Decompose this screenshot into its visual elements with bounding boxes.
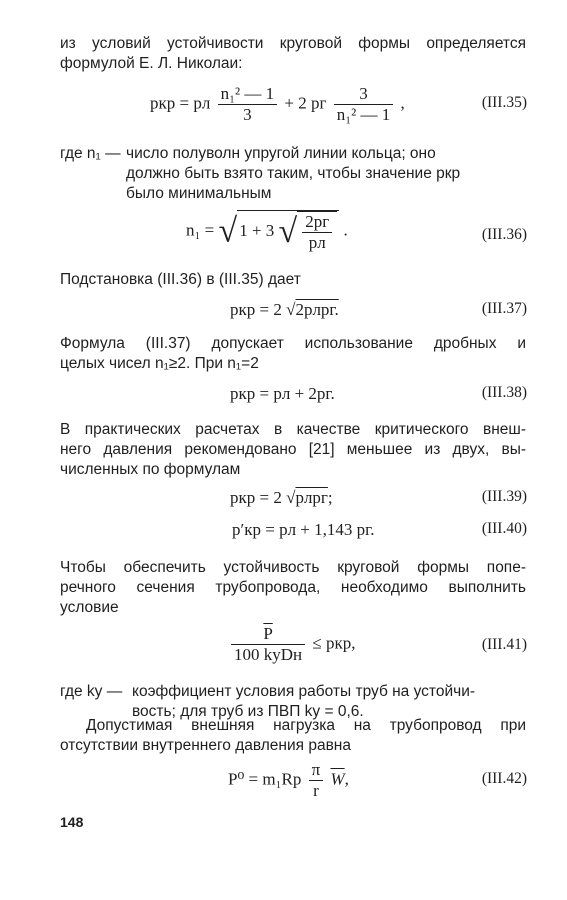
- eq35-frac2-denominator: n₁² — 1: [336, 105, 391, 124]
- where-n1-text: [126, 144, 526, 204]
- substitution-line: Подстановка (III.36) в (III.35) дает: [60, 271, 301, 288]
- intro-line-2: формулой Е. Л. Николаи:: [60, 55, 243, 72]
- allowable-line-1: Допустимая внешняя нагрузка на трубопровод при: [86, 717, 526, 734]
- eq36-outer-text: 1 + 3: [239, 220, 275, 240]
- eq37-radical: √: [286, 300, 296, 319]
- equation-III-42-formula: [228, 760, 349, 801]
- equation-III-36-formula: [186, 210, 348, 253]
- equation-number-III-41: (III.41): [481, 636, 527, 653]
- eq41-denominator: 100 kуDн: [234, 645, 303, 664]
- formula-note-paragraph: [60, 334, 526, 374]
- eq36-fraction: [302, 212, 332, 253]
- eq42-lhs: P⁰ = m₁Rp: [228, 769, 302, 789]
- eq35-coef1: pл: [193, 93, 211, 113]
- substitution-paragraph: [60, 270, 526, 290]
- eq39-radical: √: [286, 488, 296, 507]
- equation-number-III-37: (III.37): [481, 300, 527, 317]
- practical-line-1: В практических расчетах в качестве критического внеш-: [60, 421, 526, 438]
- eq36-outer-radical: √: [218, 212, 238, 250]
- where-n1-line-3: было минимальным: [126, 185, 272, 202]
- eq35-frac2-numerator: 3: [334, 84, 394, 105]
- eq35-plus: + 2: [284, 93, 307, 113]
- where-ky-label: где kу —: [60, 683, 123, 700]
- equation-number-III-42: (III.42): [481, 770, 527, 787]
- intro-paragraph: [60, 34, 526, 74]
- practical-line-2: него давления рекомендовано [21] меньшее из двух, вы-: [60, 441, 526, 458]
- equation-III-38: [0, 384, 567, 424]
- eq42-numerator: π: [309, 760, 324, 781]
- eq35-fraction-1: [218, 84, 278, 125]
- eq42-tail: ,: [344, 769, 349, 789]
- equation-number-III-38: (III.38): [481, 384, 527, 401]
- equation-III-35: [0, 84, 567, 130]
- equation-III-35-formula: pкр = pл $\frac{\text{n₁² — 1}}{3}$ + 2 pг $\frac{3}{\text{n₁² — 1}}$ ,: [150, 84, 405, 124]
- stability-line-1: Чтобы обеспечить устойчивость круговой формы попе-: [60, 559, 526, 576]
- eq42-w: $\overline{W}$: [330, 769, 345, 789]
- practical-paragraph: [60, 420, 526, 480]
- practical-line-3: численных по формулам: [60, 461, 241, 478]
- equation-number-III-40: (III.40): [481, 520, 527, 537]
- intro-line-1: из условий устойчивости круговой формы определяется: [60, 35, 526, 52]
- where-n1-line-2: должно быть взято таким, чтобы значение pкр: [126, 165, 461, 182]
- eq35-coef2: pг: [310, 93, 327, 113]
- equation-III-40: [0, 520, 567, 560]
- eq37-radicand: 2pлpг.: [295, 300, 339, 319]
- equation-III-36: [0, 208, 567, 258]
- eq35-tail: ,: [400, 93, 405, 113]
- equation-III-41-formula: [228, 624, 355, 665]
- equation-III-37-formula: [230, 300, 339, 320]
- page-number: 148: [60, 814, 84, 830]
- equation-III-39-formula: [230, 488, 333, 508]
- eq36-inner-radical: √: [278, 213, 298, 250]
- stability-line-3: условие: [60, 599, 119, 616]
- eq39-radicand: pлpг: [295, 488, 328, 507]
- allowable-line-2: отсутствии внутреннего давления равна: [60, 737, 351, 754]
- eq41-numerator: [231, 624, 305, 645]
- eq35-fraction-2: [334, 84, 394, 125]
- eq39-lhs: pкр = 2: [230, 488, 282, 507]
- eq35-frac1-numerator: n₁² — 1: [218, 84, 278, 105]
- eq36-tail: .: [343, 220, 348, 240]
- formula-note-line-1: Формула (III.37) допускает использование дробных и: [60, 335, 526, 352]
- eq41-numerator-text: $\overline{P}$: [263, 624, 273, 643]
- eq42-denominator: r: [313, 781, 319, 800]
- allowable-paragraph: [60, 716, 526, 756]
- equation-number-III-39: (III.39): [481, 488, 527, 505]
- eq35-lhs: pкр: [150, 93, 176, 113]
- equation-number-III-36: (III.36): [481, 226, 527, 243]
- eq39-tail: ;: [327, 488, 333, 507]
- where-ky-line-2: вость; для труб из ПВП kу = 0,6.: [132, 703, 364, 720]
- where-n1-label: где n₁ —: [60, 145, 121, 162]
- where-ky-line-1: коэффициент условия работы труб на устойчи-: [132, 683, 476, 700]
- eq36-outer-radicand: [237, 210, 339, 253]
- eq42-fraction: [309, 760, 324, 801]
- stability-line-2: речного сечения трубопровода, необходимо выполнить: [60, 579, 526, 596]
- eq35-frac1-denominator: 3: [243, 105, 252, 124]
- eq37-lhs: pкр = 2: [230, 300, 282, 319]
- where-n1-line-1: число полуволн упругой линии кольца; оно: [126, 145, 436, 162]
- eq40-formula: p′кр = pл + 1,143 pг.: [232, 520, 375, 539]
- equation-III-41: [0, 624, 567, 670]
- equation-number-III-35: (III.35): [481, 94, 527, 111]
- stability-paragraph: [60, 558, 526, 618]
- eq36-lhs: n₁ =: [186, 220, 215, 240]
- eq36-frac-numerator: 2pг: [302, 212, 332, 233]
- eq41-relation: ≤ pкр,: [312, 633, 356, 653]
- eq41-fraction: [231, 624, 305, 665]
- formula-note-line-2: целых чисел n₁≥2. При n₁=2: [60, 355, 259, 372]
- eq36-frac-denominator: pл: [308, 233, 326, 252]
- equation-III-42: [0, 760, 567, 806]
- eq38-formula: pкр = pл + 2pг.: [230, 384, 335, 403]
- eq36-inner-radicand: [297, 211, 337, 253]
